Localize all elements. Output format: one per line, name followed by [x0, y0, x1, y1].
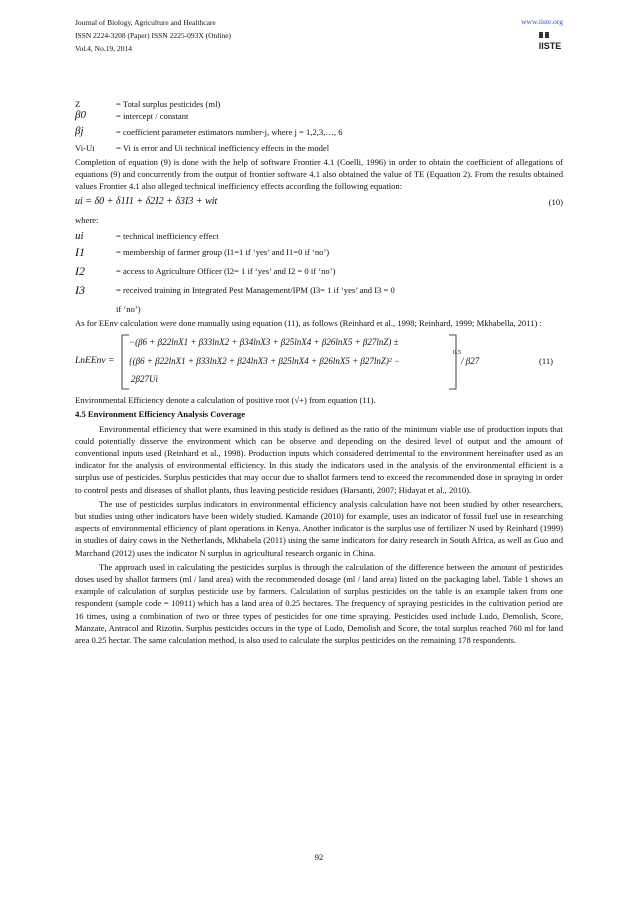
paragraph-coverage-3: The approach used in calculating the pesticides surplus is through the calculation of the difference between the amount of pesticides doses used by shallot farmers (ml / land area) with the recommended dosage (ml / land area) listed on the packaging label. Table 1 shows an example of calculation of surplus pesticide use by farmers. Calculation of surplus pesticides on the table is an example taken from one respondent (sample code = 10911) which has a land area of 0.25 hectares. The frequency of spraying pesticides in the cultivation period are 16 times, using a combination of two or three types of pesticides for one time spraying. Pesticides used include Ludo, Demolish, Score, Manzate, Antracol and Rizotin. Surplus pesticides occurs in the type of Ludo, Demolish and Score, the total surplus reached 760 ml for land area 0.25 hectar. The same calculation method, is also used to calculate the surplus pesticides on the remaining 178 respondents. — [75, 561, 563, 646]
equation-11-line3: 2β27Ui — [131, 374, 158, 385]
definition-row — [75, 142, 563, 154]
definition-symbol: Z — [75, 99, 81, 109]
definition-row — [75, 126, 563, 142]
definition-text: = received training in Integrated Pest Management/IPM (I3= 1 if ‘yes’ and I3 = 0 — [116, 284, 395, 295]
paragraph-environmental-efficiency: Environmental Efficiency denote a calculation of positive root (√+) from equation (11). — [75, 395, 376, 406]
definition-list — [75, 98, 563, 155]
paragraph-coverage-2: The use of pesticides surplus indicators in environmental efficiency analysis calculation have not been studied by other researchers, but studies using other indicators have been widely studied. Kamande (2010) for example, uses an indicator of fossil fuel use in researching aspects of environmental efficiency of plant operations in Kenya. Another indicator is the surplus use of fertilizer N used by Reinhard (1999) in studies of dairy cows in the Netherlands, Mkhabela (2011) using the same indicators for dairy research in South Africa, as well as Guo and Marchand (2012) uses the indicator N surplus in agricultural research organic in China. — [75, 498, 563, 558]
definition-text: = membership of farmer group (I1=1 if ‘yes’ and I1=0 if ‘no’) — [116, 246, 330, 257]
definition-list-2 — [75, 230, 563, 315]
equation-11-lhs: LnEEnv = — [75, 356, 115, 367]
definition-symbol: I1 — [75, 244, 85, 259]
definition-symbol: ui — [75, 229, 84, 242]
definition-text: = intercept / constant — [116, 111, 189, 122]
definition-row — [75, 246, 563, 265]
page-number: 92 — [314, 852, 324, 862]
section-heading: 4.5 Environment Efficiency Analysis Coverage — [75, 409, 246, 420]
definition-row — [75, 98, 563, 110]
definition-text: = Total surplus pesticides (ml) — [116, 99, 221, 109]
definition-text: = coefficient parameter estimators number-j, where j = 1,2,3,…, 6 — [116, 127, 343, 138]
definition-row — [75, 284, 563, 303]
definition-symbol: βj — [75, 125, 84, 138]
definition-symbol: I3 — [75, 282, 85, 297]
page-body — [75, 98, 563, 646]
paragraph-coverage-1: Environmental efficiency that were examined in this study is defined as the ratio of the minimum viable use of production inputs that could potentially disserve the environment which can be observe and depending on the desired level of output and the amount of conventional inputs used (Reinhard et al., 1998). Production inputs which considered detrimental to the environment hereinafter used as an indicator for the analysis of environmental efficiency. In this study the indicators used in the analysis of the environmental efficient is a surplus use of pesticides. Surplus pesticides that may occur due to shallot farmers tend to exceed the recommended dose in spraying in order to control pests and diseases of shallot plants, thus leaving pesticide residues (Harsanti, 2007; Hidayat et al., 2010). — [75, 423, 563, 495]
definition-continuation — [75, 303, 563, 315]
paragraph-completion: Completion of equation (9) is done with the help of software Frontier 4.1 (Coelli, 1996) in order to obtain the coefficient of allegations of equations (9) and concurrently from the output of frontier software 4.1 also obtained the value of TE (Equation 2). From the results obtained values Frontier 4.1 also alleged technical inefficiency effects according the following equation: — [75, 156, 563, 192]
definition-symbol: β0 — [75, 109, 86, 122]
definition-text: = Vi is error and Ui technical inefficiency effects in the model — [116, 143, 330, 154]
equation-11 — [75, 333, 563, 391]
equation-11-divisor: / β27 — [461, 356, 480, 367]
equation-11-line1: −(β6 + β22lnX1 + β33lnX2 + β34lnX3 + β25lnX4 + β26lnX5 + β27lnZ) ± — [129, 337, 399, 348]
definition-row — [75, 110, 563, 126]
journal-issn: ISSN 2224-3208 (Paper) ISSN 2225-093X (Online) — [75, 31, 232, 40]
journal-url-link[interactable]: www.iiste.org — [521, 17, 563, 26]
definition-text: = technical inefficiency effect — [116, 230, 219, 241]
iiste-logo-icon — [537, 30, 563, 52]
svg-text:IISTE: IISTE — [538, 41, 562, 51]
definition-symbol: Vi-Ui — [75, 143, 95, 154]
definition-row — [75, 230, 563, 246]
equation-10 — [75, 196, 563, 214]
equation-10-body: ui = δ0 + δ1I1 + δ2I2 + δ3I3 + wit — [75, 196, 218, 208]
definition-text: if ‘no’) — [116, 303, 141, 314]
where-label: where: — [75, 215, 99, 226]
paragraph-eenv: As for EEnv calculation were done manually using equation (11), as follows (Reinhard et al., 1998; Reinhard, 1999; Mkhabella, 2011) : — [75, 317, 542, 328]
definition-text: = access to Agriculture Officer (I2= 1 if ‘yes’ and I2 = 0 if ‘no’) — [116, 265, 336, 276]
definition-symbol: I2 — [75, 263, 85, 278]
journal-title: Journal of Biology, Agriculture and Healthcare — [75, 18, 216, 27]
definition-row — [75, 265, 563, 284]
equation-11-line2: {(β6 + β22lnX1 + β33lnX2 + β24lnX3 + β25lnX4 + β26lnX5 + β27lnZ)² − — [129, 356, 400, 367]
journal-volume: Vol.4, No.19, 2014 — [75, 44, 132, 53]
equation-11-exponent: 0.5 — [453, 349, 462, 357]
right-bracket-icon — [447, 333, 462, 391]
equation-10-number: (10) — [548, 197, 563, 208]
equation-11-number: (11) — [539, 356, 553, 367]
